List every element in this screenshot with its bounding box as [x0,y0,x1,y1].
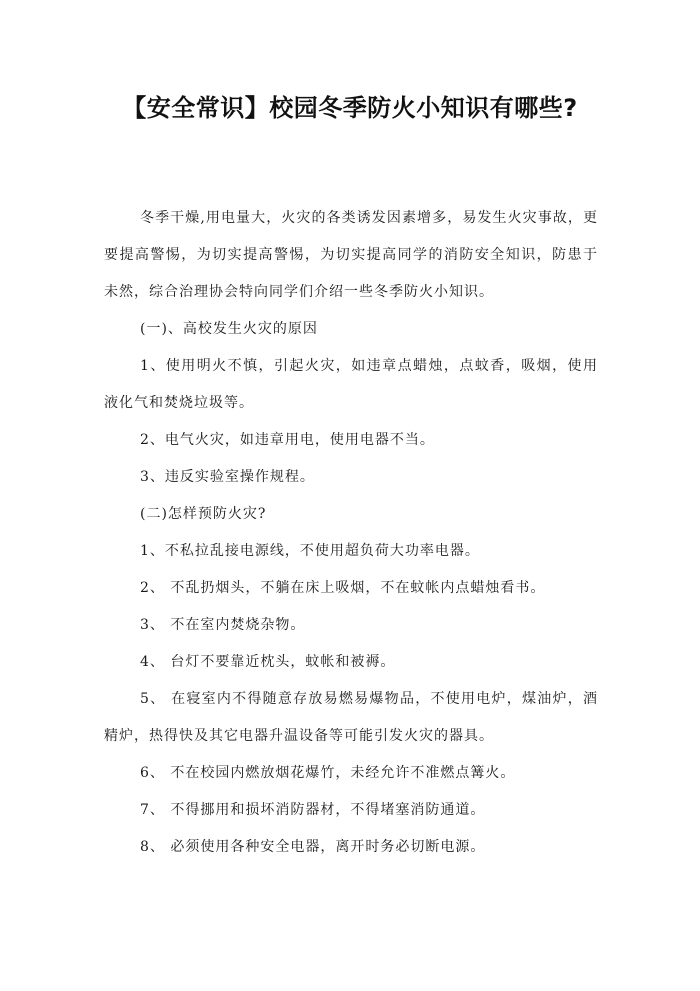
list-item: 3、 不在室内焚烧杂物。 [140,617,306,633]
list-item: 6、 不在校园内燃放烟花爆竹，未经允许不准燃点篝火。 [140,765,516,781]
list-item: 5、 在寝室内不得随意存放易燃易爆物品，不使用电炉，煤油炉，酒精炉，热得快及其它电器升温设备等可能引发火灾的器具。 [104,691,598,744]
list-item: 2、 不乱扔烟头，不躺在床上吸烟，不在蚊帐内点蜡烛看书。 [140,580,546,596]
list-item: 1、使用明火不慎，引起火灾，如违章点蜡烛，点蚊香，吸烟，使用液化气和焚烧垃圾等。 [104,358,598,411]
list-item: 7、 不得挪用和损坏消防器材，不得堵塞消防通道。 [140,802,486,818]
intro-paragraph: 冬季干燥,用电量大，火灾的各类诱发因素增多，易发生火灾事故，更要提高警惕，为切实提高警惕，为切实提高同学的消防安全知识，防患于未然，综合治理协会特向同学们介绍一些冬季防火小知识。 [104,210,598,300]
list-item: 1、不私拉乱接电源线，不使用超负荷大功率电器。 [140,543,480,559]
document-body [104,200,598,866]
list-item: 2、电气火灾，如违章用电，使用电器不当。 [140,432,435,448]
list-item: 8、 必须使用各种安全电器，离开时务必切断电源。 [140,839,486,855]
list-item: 3、违反实验室操作规程。 [140,469,315,485]
list-item: 4、 台灯不要靠近枕头，蚊帐和被褥。 [140,654,396,670]
section-heading-causes: (一)、高校发生火灾的原因 [140,321,318,337]
page-title: 【安全常识】校园冬季防火小知识有哪些? [122,94,578,122]
section-heading-prevention: (二)怎样预防火灾? [140,506,267,522]
